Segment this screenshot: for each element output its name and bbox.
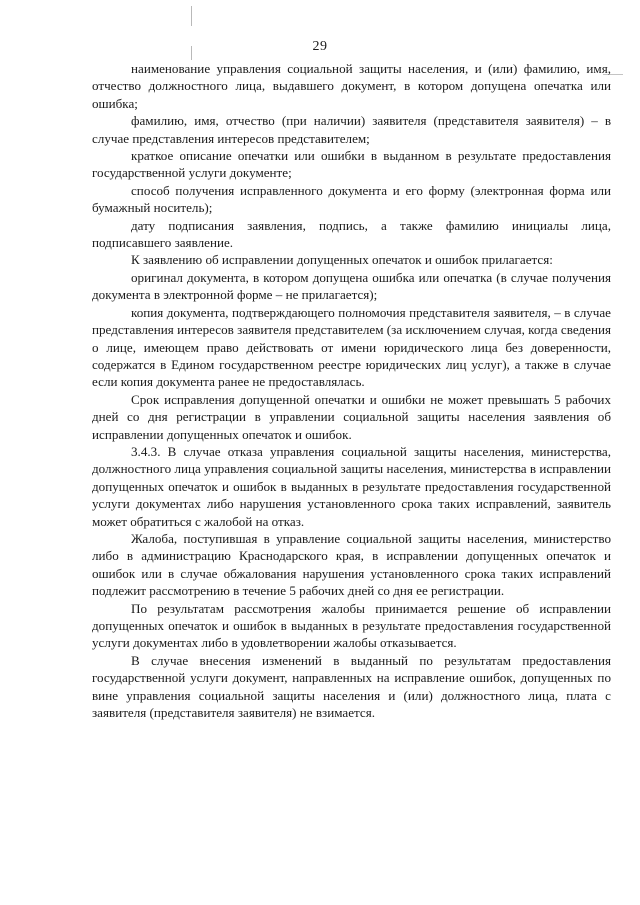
paragraph: способ получения исправленного документа и его форму (электронная форма или бумажный носитель); (92, 182, 611, 216)
paragraph: оригинал документа, в котором допущена ошибка или опечатка (в случае получения документа в электронной форме – не прилагается); (92, 269, 611, 303)
paragraph: Жалоба, поступившая в управление социальной защиты населения, министерство либо в администрацию Краснодарского края, в исправлении допущенных опечаток и ошибок или в случае обжалования нарушения установленного срока таких исправлений подлежит рассмотрению в течение 5 рабочих дней со дня ее регистрации. (92, 530, 611, 599)
scan-artifact-top (191, 6, 192, 26)
paragraph: копия документа, подтверждающего полномочия представителя заявителя, – в случае представления интересов заявителя представителем (за исключением случая, когда сведения о лице, имеющем право действовать от имени юридического лица без доверенности, содержатся в Едином государственном реестре юридических лиц услуг), а также в случае если копия документа ранее не предоставлялась. (92, 304, 611, 390)
paragraph: краткое описание опечатки или ошибки в выданном в результате предоставления государственной услуги документе; (92, 148, 611, 181)
paragraph: 3.4.3. В случае отказа управления социальной защиты населения, министерства, должностного лица управления социальной защиты населения, министерства в исправлении допущенных опечаток и ошибок в выданных в результате предоставления государственной услуги документах либо нарушения установленного срока таких исправлений, заявитель может обратиться с жалобой на отказ. (92, 443, 611, 529)
paragraph: К заявлению об исправлении допущенных опечаток и ошибок прилагается: (131, 252, 553, 268)
paragraph: Срок исправления допущенной опечатки и ошибки не может превышать 5 рабочих дней со дня регистрации в управлении социальной защиты населения заявления об исправлении допущенных опечаток и ошибок. (92, 391, 611, 442)
paragraph: фамилию, имя, отчество (при наличии) заявителя (представителя заявителя) – в случае представления интересов представителем; (92, 113, 611, 146)
page-number: 29 (312, 39, 328, 54)
paragraph: дату подписания заявления, подпись, а также фамилию инициалы лица, подписавшего заявление. (92, 217, 611, 251)
paragraph: наименование управления социальной защиты населения, и (или) фамилию, имя, отчество должностного лица, выдавшего документ, в котором допущена опечатка или ошибка; (92, 61, 611, 111)
paragraph: В случае внесения изменений в выданный по результатам предоставления государственной услуги документ, направленных на исправление ошибок, допущенных по вине управления социальной защиты населения и (или) должностного лица, плата с заявителя (представителя заявителя) не взимается. (92, 652, 611, 721)
paragraph: По результатам рассмотрения жалобы принимается решение об исправлении допущенных опечаток и ошибок в выданных в результате предоставления государственной услуги документах либо в удовлетворении жалобы отказывается. (92, 600, 611, 651)
document-body (92, 60, 611, 721)
